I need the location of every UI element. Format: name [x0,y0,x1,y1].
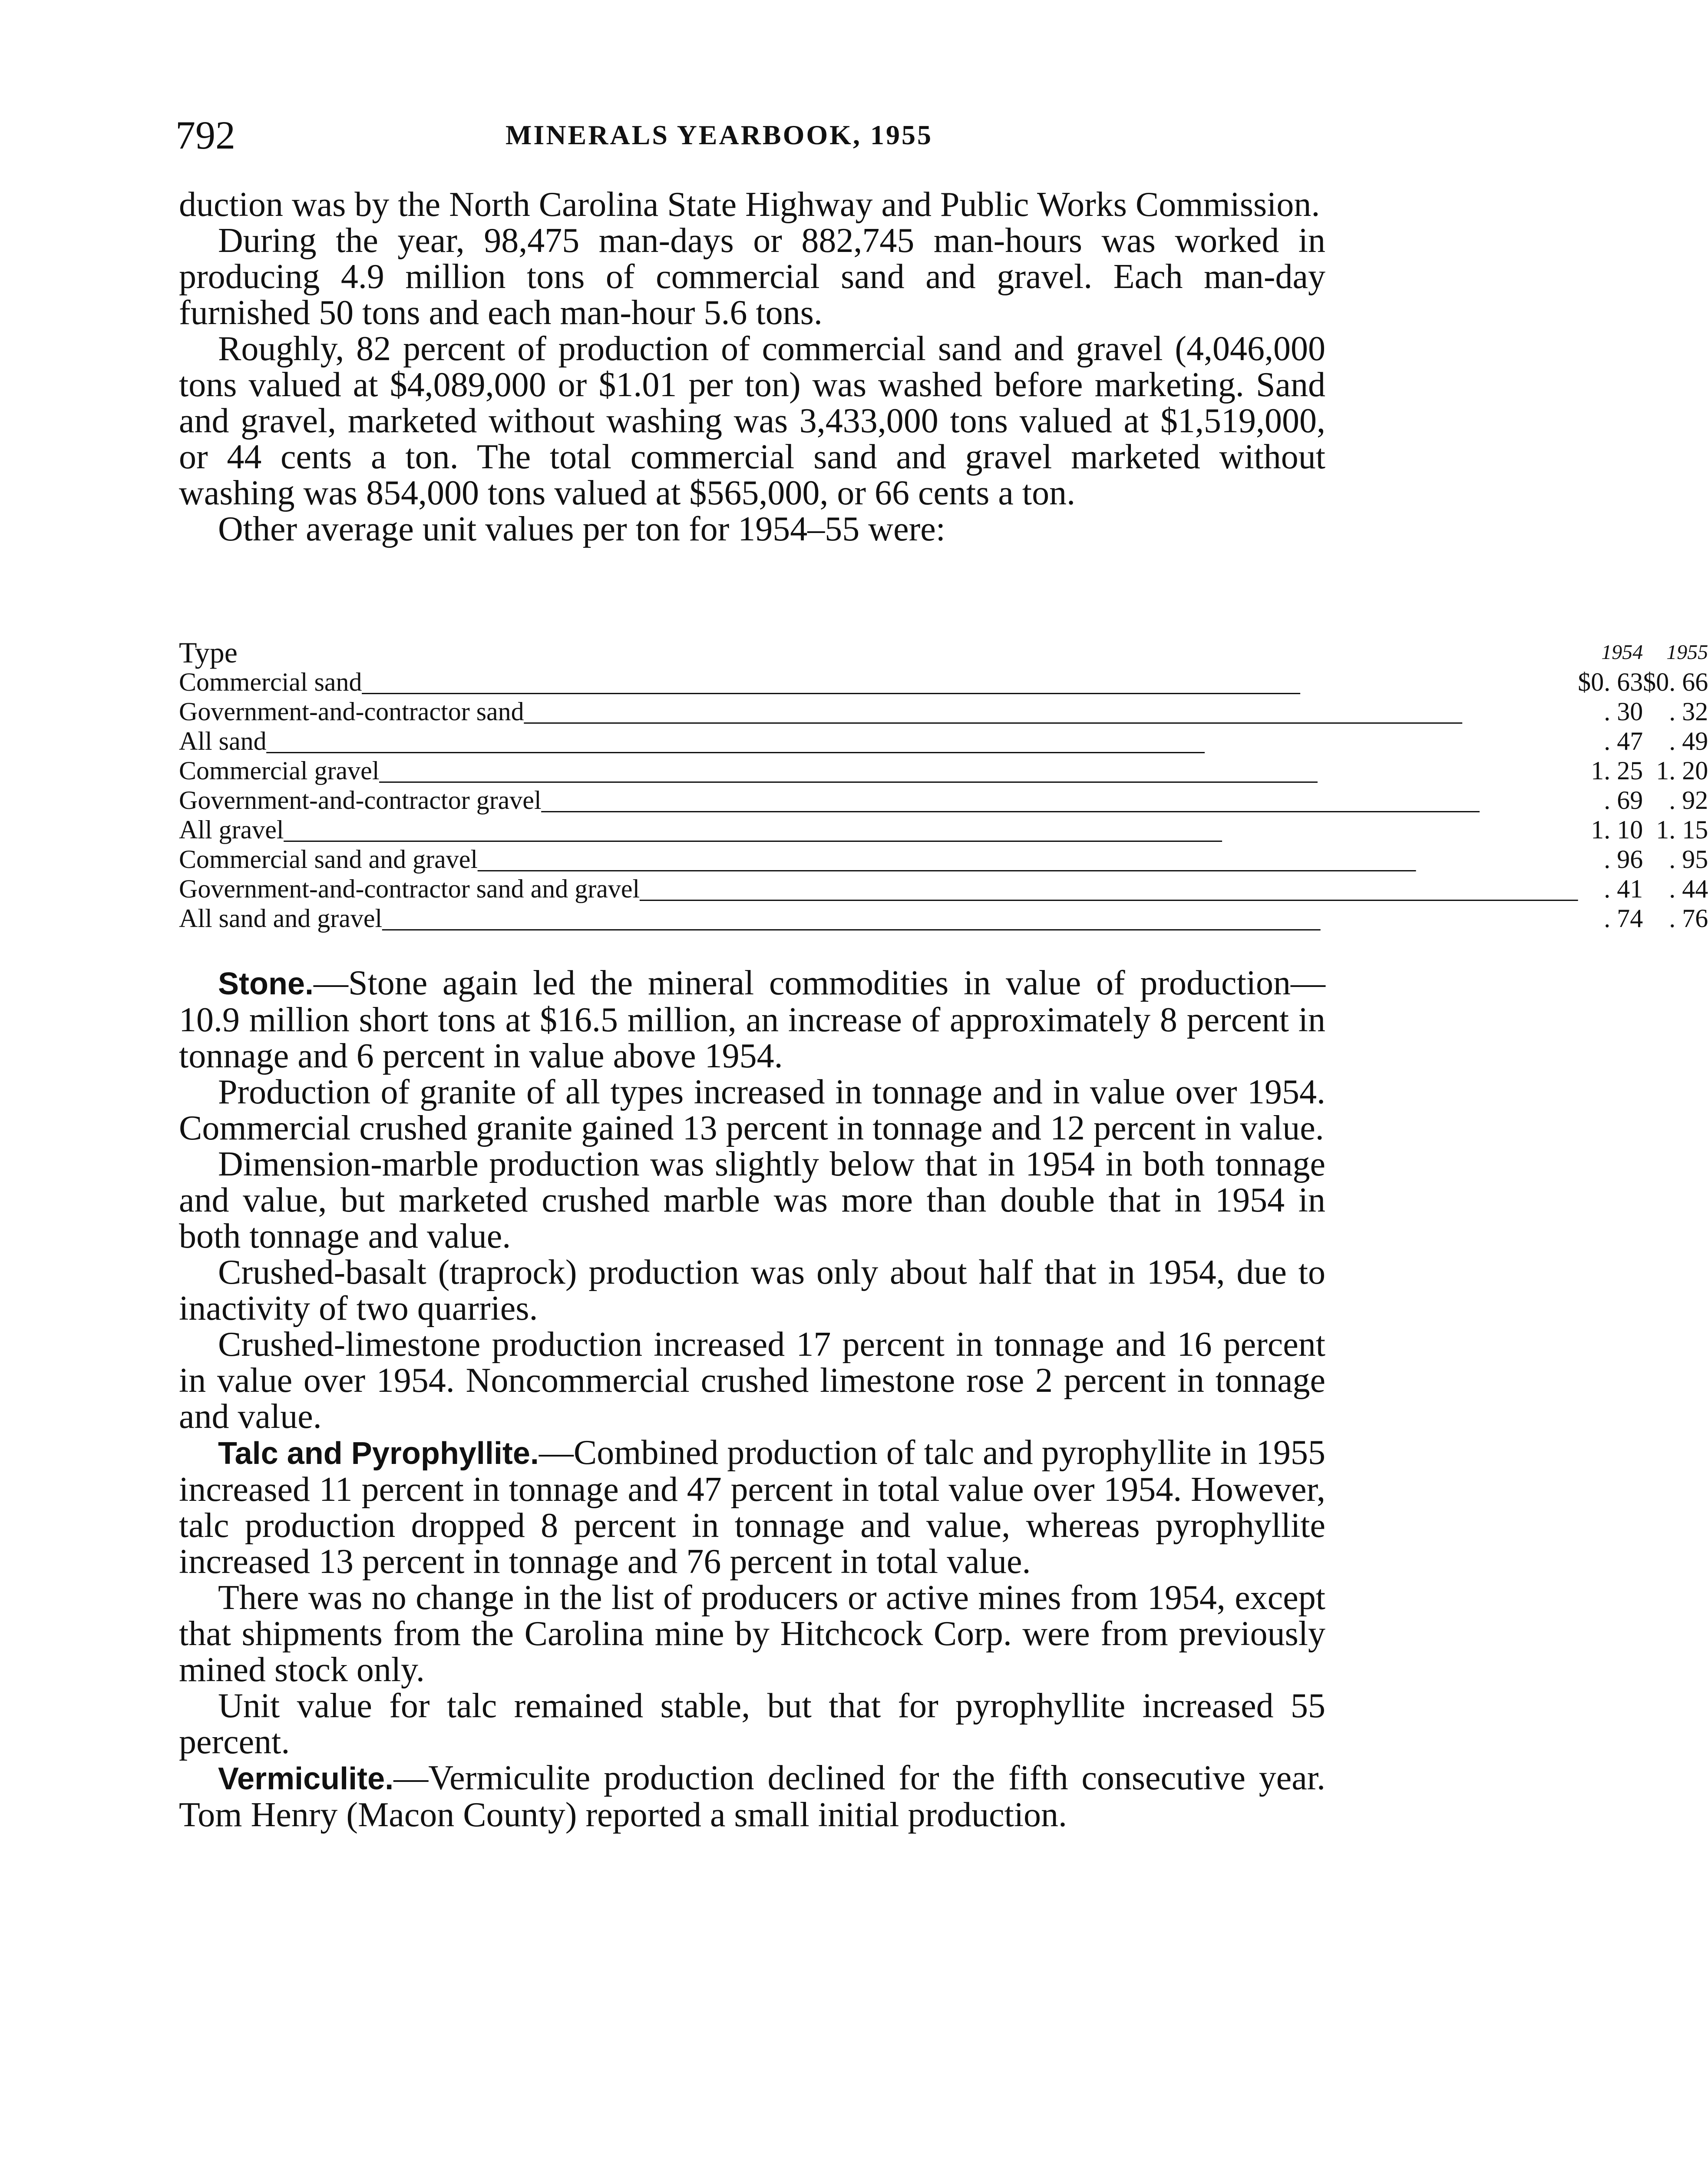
table-row [179,726,1708,756]
top-text-block [179,187,1325,547]
table-row [179,844,1708,874]
value-1955: 1. 20 [1656,756,1708,785]
unit-values-table [179,638,1708,933]
dot-leader: ________________________________________________________________________ [524,697,1462,726]
value-1954: 1. 10 [1591,815,1643,844]
value-1954: . 41 [1604,874,1643,903]
table-row [179,904,1708,933]
value-1955: . 92 [1669,786,1708,814]
year-1954-header: 1954 [1601,641,1643,664]
paragraph-talc [179,1435,1325,1580]
paragraph-marble: Dimension-marble production was slightly below that in 1954 in both tonnage and value, but marketed crushed marble was more than double that in 1954 in both tonnage and value. [179,1145,1325,1255]
row-type-label: Commercial gravel [179,756,380,785]
paragraph-limestone: Crushed-limestone production increased 17 percent in tonnage and 16 percent in value over 1954. Noncommercial crushed limestone rose 2 percent in tonnage and value. [179,1325,1325,1436]
dot-leader: ________________________________________________________________________ [362,668,1300,696]
table-row [179,756,1708,785]
paragraph-washed-production: Roughly, 82 percent of production of commercial sand and gravel (4,046,000 tons valued at $4,089,000 or $1.01 per ton) was washed before marketing. Sand and gravel, marketed without washing was 3,433,000 tons valued at $1,519,000, or 44 cents a ton. The total commercial sand and gravel marketed without washing was 854,000 tons valued at $565,000, or 66 cents a ton. [179,330,1325,512]
bottom-text-block [179,965,1325,1833]
dot-leader: ________________________________________________________________________ [382,904,1321,933]
table-row [179,785,1708,815]
value-1954: . 47 [1604,727,1643,755]
value-1955: . 49 [1669,727,1708,755]
dot-leader: ________________________________________________________________________ [266,727,1205,755]
paragraph-vermiculite [179,1760,1325,1833]
value-1955: . 44 [1669,874,1708,903]
paragraph-man-days: During the year, 98,475 man-days or 882,745 man-hours was worked in producing 4.9 million tons of commercial sand and gravel. Each man-day furnished 50 tons and each man-hour 5.6 tons. [179,222,1325,332]
paragraph-table-intro: Other average unit values per ton for 1954–55 were: [218,510,945,548]
paragraph-producers: There was no change in the list of producers or active mines from 1954, except that shipments from the Carolina mine by Hitchcock Corp. were from previously mined stock only. [179,1579,1325,1689]
paragraph-unit-value: Unit value for talc remained stable, but that for pyrophyllite increased 55 percent. [179,1687,1325,1761]
row-type-label: Government-and-contractor gravel [179,786,542,814]
row-type-label: Government-and-contractor sand [179,697,524,726]
section-lead-stone: Stone. [218,967,314,1001]
dot-leader: ________________________________________________________________________ [541,786,1480,814]
value-1955: . 76 [1669,904,1708,933]
value-1954: . 96 [1604,845,1643,874]
row-type-label: All gravel [179,815,284,844]
value-1955: 1. 15 [1656,815,1708,844]
paragraph-granite: Production of granite of all types increased in tonnage and in value over 1954. Commercial crushed granite gained 13 percent in tonnage and 12 percent in value. [179,1073,1325,1147]
dot-leader: ________________________________________________________________________ [379,756,1318,785]
row-type-label: All sand and gravel [179,904,383,933]
paragraph-body: —Stone again led the mineral commodities in value of production—10.9 million short tons at $16.5 million, an increase of approximately 8 percent in tonnage and 6 percent in value above 1954. [179,964,1325,1075]
table-row [179,697,1708,726]
value-1954: . 69 [1604,786,1643,814]
dot-leader: ________________________________________________________________________ [640,874,1578,903]
year-1955-header: 1955 [1666,641,1708,664]
row-type-label: Government-and-contractor sand and gravel [179,874,640,903]
table-header-row [179,638,1708,667]
value-1954: 1. 25 [1591,756,1643,785]
value-1954: . 74 [1604,904,1643,933]
section-lead-vermiculite: Vermiculite. [218,1761,394,1796]
dot-leader: ________________________________________________________________________ [284,815,1222,844]
paragraph-basalt: Crushed-basalt (traprock) production was only about half that in 1954, due to inactivity of two quarries. [179,1253,1325,1328]
value-1954: $0. 63 [1578,668,1643,696]
running-title: MINERALS YEARBOOK, 1955 [505,119,933,150]
table-row [179,874,1708,904]
type-column-header: Type [179,636,238,669]
row-type-label: Commercial sand and gravel [179,845,478,874]
row-type-label: Commercial sand [179,668,362,696]
table-row [179,815,1708,844]
value-1955: $0. 66 [1643,668,1708,696]
value-1955: . 95 [1669,845,1708,874]
page-number: 792 [175,113,235,157]
paragraph-body: —Vermiculite production declined for the fifth consecutive year. Tom Henry (Macon County) reported a small initial production. [179,1759,1325,1834]
row-type-label: All sand [179,727,267,755]
dot-leader: ________________________________________________________________________ [478,845,1416,874]
paragraph-body: —Combined production of talc and pyrophyllite in 1955 increased 11 percent in tonnage and 47 percent in total value over 1954. However, talc production dropped 8 percent in tonnage and value, whereas pyrophyllite increased 13 percent in tonnage and 76 percent in total value. [179,1434,1325,1581]
value-1955: . 32 [1669,697,1708,726]
paragraph-stone [179,965,1325,1074]
paragraph-continuation: duction was by the North Carolina State Highway and Public Works Commission. [179,185,1320,224]
section-lead-talc: Talc and Pyrophyllite. [218,1436,539,1471]
value-1954: . 30 [1604,697,1643,726]
table-row [179,667,1708,697]
running-head [175,111,1322,159]
